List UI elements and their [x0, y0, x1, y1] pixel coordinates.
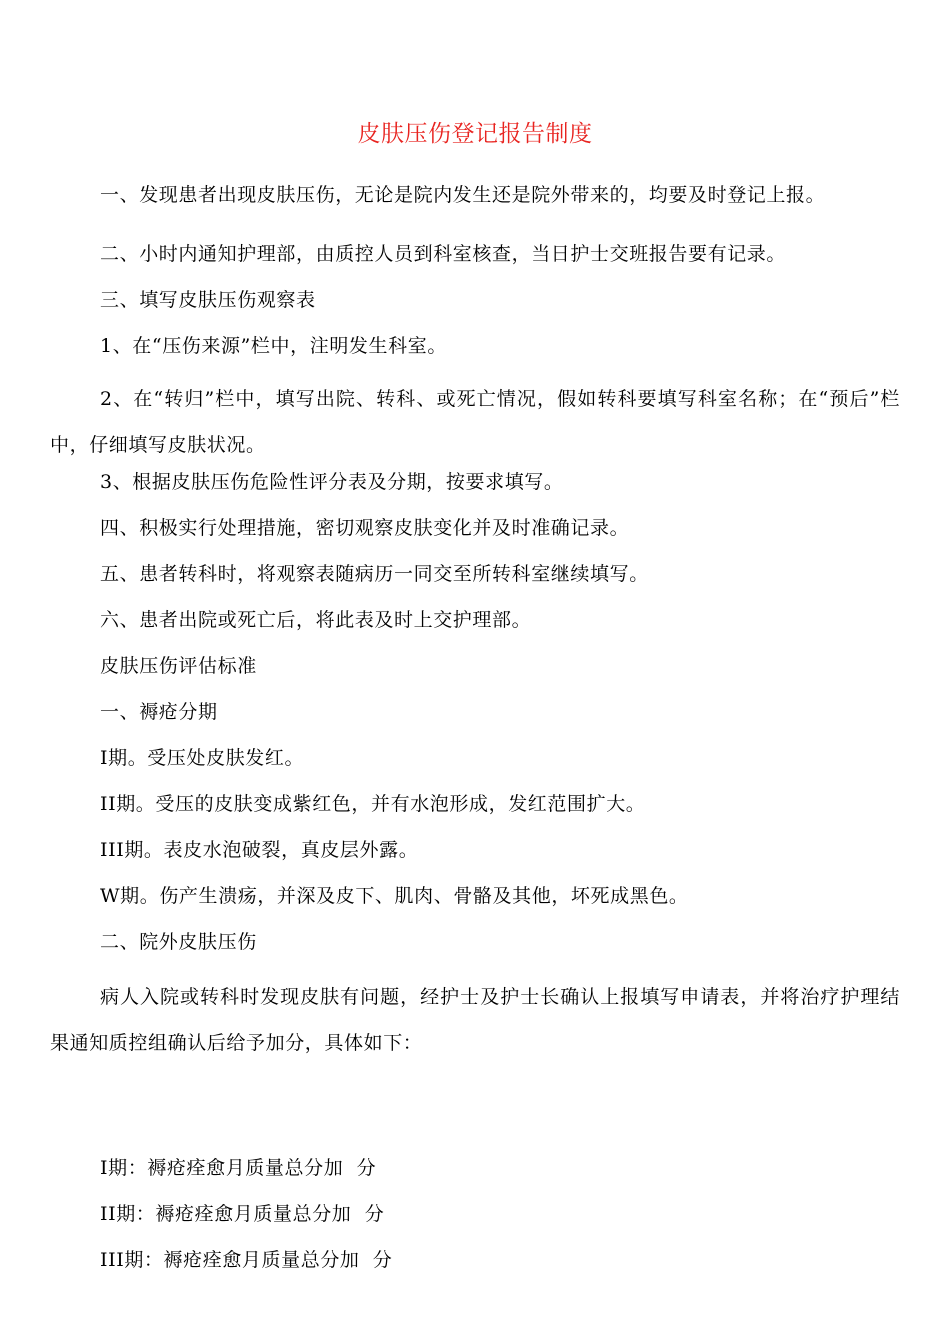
score-stage-2: II期：褥疮痊愈月质量总分加 分 [100, 1203, 385, 1225]
paragraph-external-procedure: 病人入院或转科时发现皮肤有问题，经护士及护士长确认上报填写申请表，并将治疗护理结果通知质控组确认后给予加分，具体如下： [50, 986, 900, 1054]
document-title: 皮肤压伤登记报告制度 [357, 121, 593, 147]
paragraph-item-3: 3、根据皮肤压伤危险性评分表及分期，按要求填写。 [100, 471, 564, 493]
section-heading-external: 二、院外皮肤压伤 [100, 931, 257, 953]
section-heading-standard: 皮肤压伤评估标准 [100, 655, 257, 677]
stage-1-text: I期。受压处皮肤发红。 [100, 747, 305, 769]
paragraph-discharge: 六、患者出院或死亡后，将此表及时上交护理部。 [100, 609, 532, 631]
stage-3-text: III期。表皮水泡破裂，真皮层外露。 [100, 839, 419, 861]
section-heading-staging: 一、褥疮分期 [100, 701, 218, 723]
paragraph-item-1: 1、在“压伤来源”栏中，注明发生科室。 [100, 335, 447, 357]
paragraph-transfer: 五、患者转科时，将观察表随病历一同交至所转科室继续填写。 [100, 563, 649, 585]
paragraph-fill-form: 三、填写皮肤压伤观察表 [100, 289, 316, 311]
paragraph-item-2: 2、在“转归”栏中，填写出院、转科、或死亡情况，假如转科要填写科室名称；在“预后”栏中，仔细填写皮肤状况。 [50, 388, 900, 456]
stage-2-text: II期。受压的皮肤变成紫红色，并有水泡形成，发红范围扩大。 [100, 793, 646, 815]
score-stage-1: I期：褥疮痊愈月质量总分加 分 [100, 1157, 377, 1179]
paragraph-report-requirement: 一、发现患者出现皮肤压伤，无论是院内发生还是院外带来的，均要及时登记上报。 [100, 184, 826, 206]
score-stage-3: III期：褥疮痊愈月质量总分加 分 [100, 1249, 393, 1271]
stage-4-text: W期。伤产生溃疡，并深及皮下、肌肉、骨骼及其他，坏死成黑色。 [100, 885, 689, 907]
paragraph-measures: 四、积极实行处理措施，密切观察皮肤变化并及时准确记录。 [100, 517, 630, 539]
paragraph-notify-nursing: 二、小时内通知护理部，由质控人员到科室核查，当日护士交班报告要有记录。 [100, 243, 787, 265]
